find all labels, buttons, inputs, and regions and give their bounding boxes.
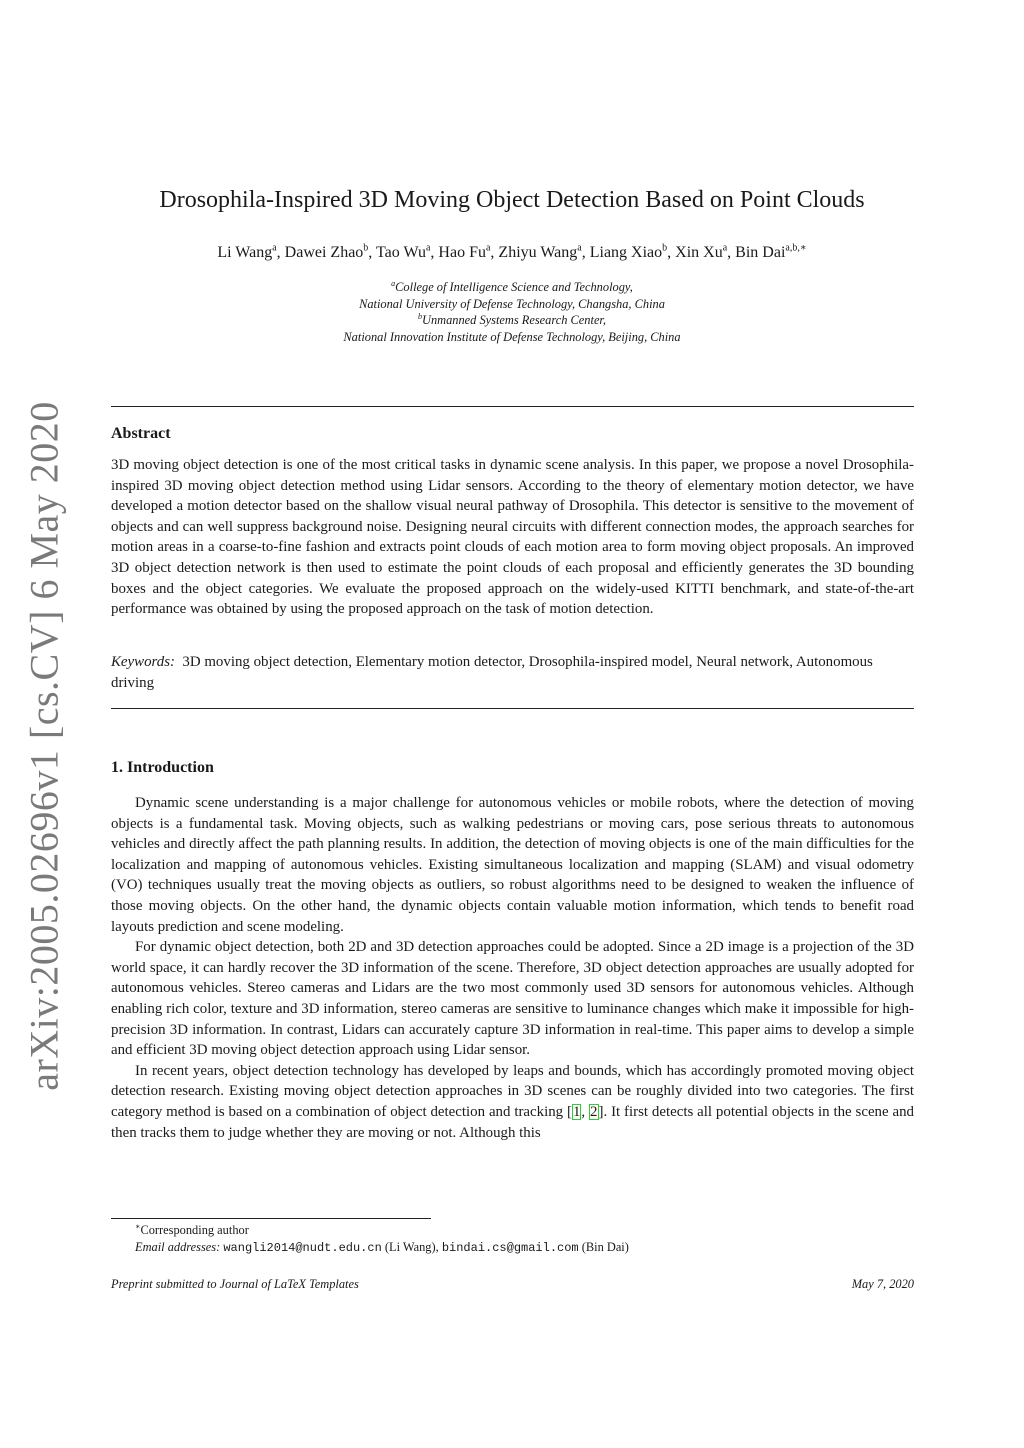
author-name: Bin Dai	[735, 244, 786, 261]
arxiv-identifier-stamp: arXiv:2005.02696v1 [cs.CV] 6 May 2020	[21, 401, 67, 1091]
author-affiliation-mark: a	[722, 242, 728, 254]
footnote-rule	[111, 1218, 431, 1219]
author-name: Zhiyu Wang	[498, 244, 578, 261]
author-affiliation-mark: a	[577, 242, 582, 254]
author-name: Tao Wu	[376, 244, 426, 261]
intro-paragraph-2: For dynamic object detection, both 2D and 3D detection approaches could be adopted. Since a 2D image is a projection of the 3D world space, it can hardly recover the 3D information of the scene. Therefore, 3D object detection approaches are usually adopted for autonomous vehicles. Stereo cameras and Lidars are the two most commonly used 3D sensors for autonomous vehicles. Although enabling rich color, texture and 3D information, stereo cameras are sensitive to luminance changes which make it impossible for high-precision 3D information. In contrast, Lidars can accurately capture 3D information in real-time. This paper aims to develop a simple and efficient 3D moving object detection approach using Lidar sensor.	[111, 939, 914, 1059]
affiliation-line: $^b$Unmanned Systems Research Center,	[418, 311, 606, 327]
author-affiliation-mark: a	[425, 242, 431, 254]
intro-paragraph-3: In recent years, object detection technology has developed by leaps and bounds, which has accordingly promoted moving object detection research. Existing moving object detection approaches in 3D scenes can be roughly divided into two categories. The first category method is based on a combination of object detection and tracking [1, 2]. It first detects all potential objects in the scene and then tracks them to judge whether they are moving or not. Although this	[111, 1062, 914, 1141]
paper-title: Drosophila-Inspired 3D Moving Object Detection Based on Point Clouds	[159, 187, 865, 213]
introduction-body	[111, 793, 914, 1143]
citation-link-1[interactable]: 1	[572, 1103, 581, 1120]
author-name: Li Wang	[217, 244, 273, 261]
author-affiliation-mark: b	[363, 242, 369, 254]
author-affiliation-mark: a,b,∗	[785, 242, 807, 254]
email-link-bin-dai[interactable]: bindai.cs@gmail.com	[441, 1241, 579, 1255]
preprint-footer: Preprint submitted to Journal of LaTeX Templates	[111, 1277, 359, 1291]
author-name: Dawei Zhao	[284, 244, 364, 261]
abstract-body	[111, 455, 914, 620]
keywords-label: Keywords:	[111, 654, 175, 670]
abstract-bottom-rule	[111, 708, 914, 709]
footer-date: May 7, 2020	[851, 1277, 914, 1291]
keywords-block	[111, 652, 914, 693]
author-list: Li Wang$^a$, Dawei Zhao$^b$, Tao Wu$^a$, Hao Fu$^a$, Zhiyu Wang$^a$, Liang Xiao$^b$, Xin Xu$^a$, Bin Dai$^{a,b,∗}$	[217, 242, 807, 261]
author-affiliation-mark: b	[662, 242, 668, 254]
intro-paragraph-1: Dynamic scene understanding is a major challenge for autonomous vehicles or mobile robots, where the detection of moving objects is a fundamental task. Moving objects, such as walking pedestrians or moving cars, pose serious threats to autonomous vehicles and directly affect the path planning results. In addition, the detection of moving objects is one of the main difficulties for the localization and mapping of autonomous vehicles. Existing simultaneous localization and mapping (SLAM) and visual odometry (VO) techniques usually treat the moving objects as outliers, so robust algorithms need to be designed to weaken the influence of those moving objects. On the other hand, the dynamic objects contain valuable motion information, which tends to benefit road layouts prediction and scene modeling.	[111, 795, 914, 935]
abstract-top-rule	[111, 406, 914, 407]
author-name: Hao Fu	[438, 244, 486, 261]
keywords-text: 3D moving object detection, Elementary motion detector, Drosophila-inspired model, Neural network, Autonomous driving	[111, 654, 873, 691]
author-name: Liang Xiao	[589, 244, 663, 261]
abstract-heading: Abstract	[111, 425, 171, 442]
affiliation-line: National Innovation Institute of Defense Technology, Beijing, China	[343, 329, 681, 344]
affiliations	[0, 279, 1024, 345]
email-link-li-wang[interactable]: wangli2014@nudt.edu.cn	[223, 1241, 382, 1255]
introduction-heading: 1. Introduction	[111, 759, 214, 776]
author-affiliation-mark: a	[272, 242, 277, 254]
abstract-text: 3D moving object detection is one of the most critical tasks in dynamic scene analysis. In this paper, we propose a novel Drosophila-inspired 3D moving object detection method using Lidar sensors. According to the theory of elementary motion detector, we have developed a motion detector based on the shallow visual neural pathway of Drosophila. This detector is sensitive to the movement of objects and can well suppress background noise. Designing neural circuits with different connection modes, the approach searches for motion areas in a coarse-to-fine fashion and extracts point clouds of each motion area to form moving object proposals. An improved 3D object detection network is then used to estimate the point clouds of each proposal and efficiently generates the 3D bounding boxes and the object categories. We evaluate the proposed approach on the widely-used KITTI benchmark, and state-of-the-art performance was obtained by using the proposed approach on the task of motion detection.	[111, 457, 914, 618]
author-affiliation-mark: a	[485, 242, 491, 254]
author-name: Xin Xu	[675, 244, 723, 261]
footnotes	[111, 1222, 914, 1257]
affiliation-line: $^a$College of Intelligence Science and Technology,	[391, 278, 633, 294]
citation-link-2[interactable]: 2	[590, 1103, 598, 1120]
affiliation-line: National University of Defense Technology, Changsha, China	[359, 296, 665, 311]
corresponding-author-footnote: ∗Corresponding author	[135, 1221, 249, 1237]
email-footnote: Email addresses: wangli2014@nudt.edu.cn (Li Wang), bindai.cs@gmail.com (Bin Dai)	[135, 1240, 629, 1255]
